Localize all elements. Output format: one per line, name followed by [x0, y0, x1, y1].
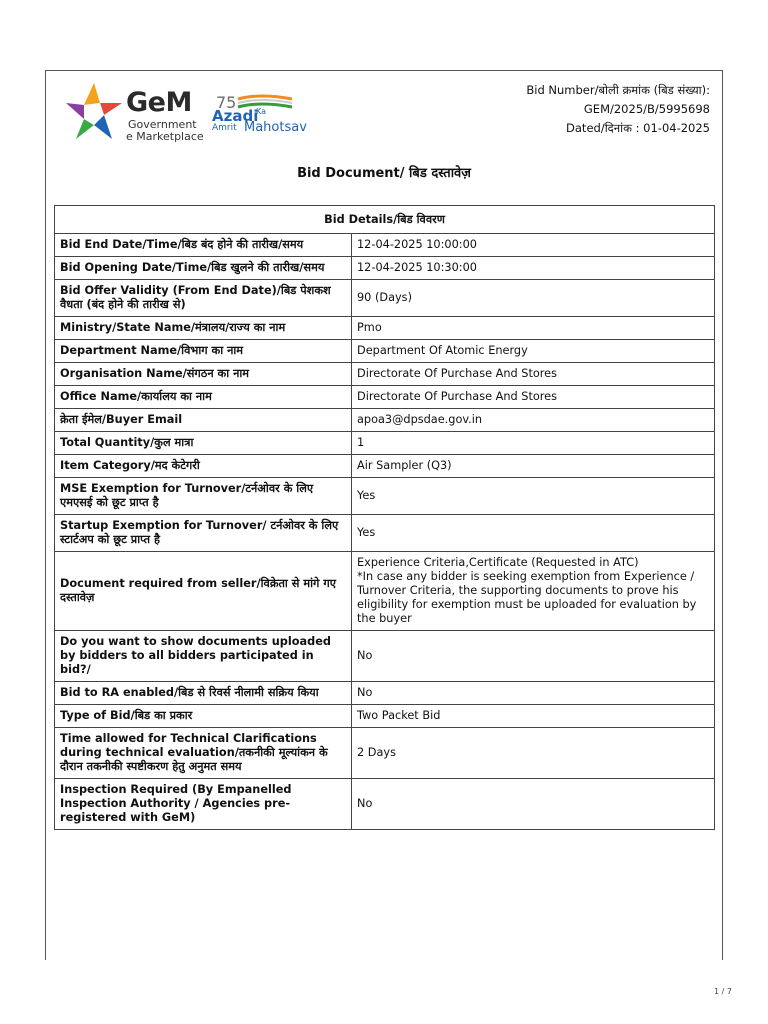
- table-row: [55, 340, 715, 363]
- row-label-bid-type: Type of Bid/बिड का प्रकार: [55, 705, 352, 728]
- row-value-ministry: Pmo: [352, 317, 715, 340]
- row-value-technical-clarification: 2 Days: [352, 728, 715, 779]
- bid-details-table: [54, 205, 715, 830]
- table-row: [55, 386, 715, 409]
- row-value-bid-type: Two Packet Bid: [352, 705, 715, 728]
- documents-required-line: Experience Criteria,Certificate (Requested in ATC): [357, 556, 639, 569]
- gem-logo: [64, 81, 204, 145]
- table-row: [55, 705, 715, 728]
- row-value-show-documents: No: [352, 631, 715, 682]
- row-value-department: Department Of Atomic Energy: [352, 340, 715, 363]
- azadi-amrit: Amrit: [212, 123, 237, 133]
- table-row: [55, 280, 715, 317]
- row-label-ra-enabled: Bid to RA enabled/बिड से रिवर्स नीलामी सक्रिय किया: [55, 682, 352, 705]
- row-label-startup-exemption: Startup Exemption for Turnover/ टर्नओवर के लिए स्टार्टअप को छूट प्राप्त है: [55, 515, 352, 552]
- table-row: [55, 478, 715, 515]
- azadi-word: Azadi: [212, 107, 259, 125]
- table-row: [55, 257, 715, 280]
- row-value-item-category: Air Sampler (Q3): [352, 455, 715, 478]
- row-label-total-quantity: Total Quantity/कुल मात्रा: [55, 432, 352, 455]
- table-row: [55, 631, 715, 682]
- row-label-buyer-email: क्रेता ईमेल/Buyer Email: [55, 409, 352, 432]
- document-frame: [45, 70, 723, 960]
- page-number: 1 / 7: [714, 987, 732, 996]
- row-value-mse-exemption: Yes: [352, 478, 715, 515]
- azadi-ka-amrit-mahotsav-logo: [212, 91, 307, 137]
- table-row: [55, 234, 715, 257]
- row-value-buyer-email: apoa3@dpsdae.gov.in: [352, 409, 715, 432]
- row-value-bid-opening: 12-04-2025 10:30:00: [352, 257, 715, 280]
- row-value-documents-required: [352, 552, 715, 631]
- row-label-item-category: Item Category/मद केटेगरी: [55, 455, 352, 478]
- row-value-inspection-required: No: [352, 779, 715, 830]
- row-value-organisation: Directorate Of Purchase And Stores: [352, 363, 715, 386]
- gem-logo-line2: e Marketplace: [126, 130, 204, 143]
- table-row: [55, 552, 715, 631]
- document-title: Bid Document/ बिड दस्तावेज़: [297, 166, 471, 181]
- row-label-bid-end: Bid End Date/Time/बिड बंद होने की तारीख/समय: [55, 234, 352, 257]
- bid-number-label: Bid Number/बोली क्रमांक (बिड संख्या):: [526, 83, 710, 97]
- table-row: [55, 455, 715, 478]
- row-label-inspection-required: Inspection Required (By Empanelled Inspection Authority / Agencies pre-registered with GeM): [55, 779, 352, 830]
- row-value-startup-exemption: Yes: [352, 515, 715, 552]
- table-row: [55, 779, 715, 830]
- row-value-total-quantity: 1: [352, 432, 715, 455]
- gem-logo-title: GeM: [126, 87, 192, 118]
- azadi-mahotsav: Mahotsav: [244, 120, 307, 135]
- row-value-office: Directorate Of Purchase And Stores: [352, 386, 715, 409]
- gem-logo-line1: Government: [128, 118, 197, 131]
- row-value-ra-enabled: No: [352, 682, 715, 705]
- row-label-bid-opening: Bid Opening Date/Time/बिड खुलने की तारीख/समय: [55, 257, 352, 280]
- table-row: [55, 363, 715, 386]
- row-label-ministry: Ministry/State Name/मंत्रालय/राज्य का नाम: [55, 317, 352, 340]
- row-label-offer-validity: Bid Offer Validity (From End Date)/बिड पेशकश वैधता (बंद होने की तारीख से): [55, 280, 352, 317]
- row-label-department: Department Name/विभाग का नाम: [55, 340, 352, 363]
- row-value-bid-end: 12-04-2025 10:00:00: [352, 234, 715, 257]
- bid-header: [526, 81, 710, 138]
- table-row: [55, 432, 715, 455]
- table-row: [55, 682, 715, 705]
- row-label-organisation: Organisation Name/संगठन का नाम: [55, 363, 352, 386]
- row-label-show-documents: Do you want to show documents uploaded by bidders to all bidders participated in bid?/: [55, 631, 352, 682]
- gem-star-icon: [64, 81, 124, 143]
- row-label-office: Office Name/कार्यालय का नाम: [55, 386, 352, 409]
- azadi-75-mark: 75: [216, 93, 237, 111]
- table-row: [55, 728, 715, 779]
- table-row: [55, 515, 715, 552]
- row-label-technical-clarification: Time allowed for Technical Clarifications during technical evaluation/तकनीकी मूल्यांकन के दौरान तकनीकी स्पष्टीकरण हेतु अनुमत समय: [55, 728, 352, 779]
- row-label-mse-exemption: MSE Exemption for Turnover/टर्नओवर के लिए एमएसई को छूट प्राप्त है: [55, 478, 352, 515]
- row-label-documents-required: Document required from seller/विक्रेता से मांगे गए दस्तावेज़: [55, 552, 352, 631]
- table-row: [55, 317, 715, 340]
- bid-dated: Dated/दिनांक : 01-04-2025: [566, 121, 710, 135]
- azadi-ka: Ka: [256, 107, 267, 116]
- table-row: [55, 409, 715, 432]
- documents-required-note: *In case any bidder is seeking exemption from Experience / Turnover Criteria, the supporting documents to prove his eligibility for exemption must be uploaded for evaluation by the buyer: [357, 570, 697, 625]
- bid-number: GEM/2025/B/5995698: [583, 102, 710, 116]
- row-value-offer-validity: 90 (Days): [352, 280, 715, 317]
- bid-details-heading: Bid Details/बिड विवरण: [55, 206, 715, 234]
